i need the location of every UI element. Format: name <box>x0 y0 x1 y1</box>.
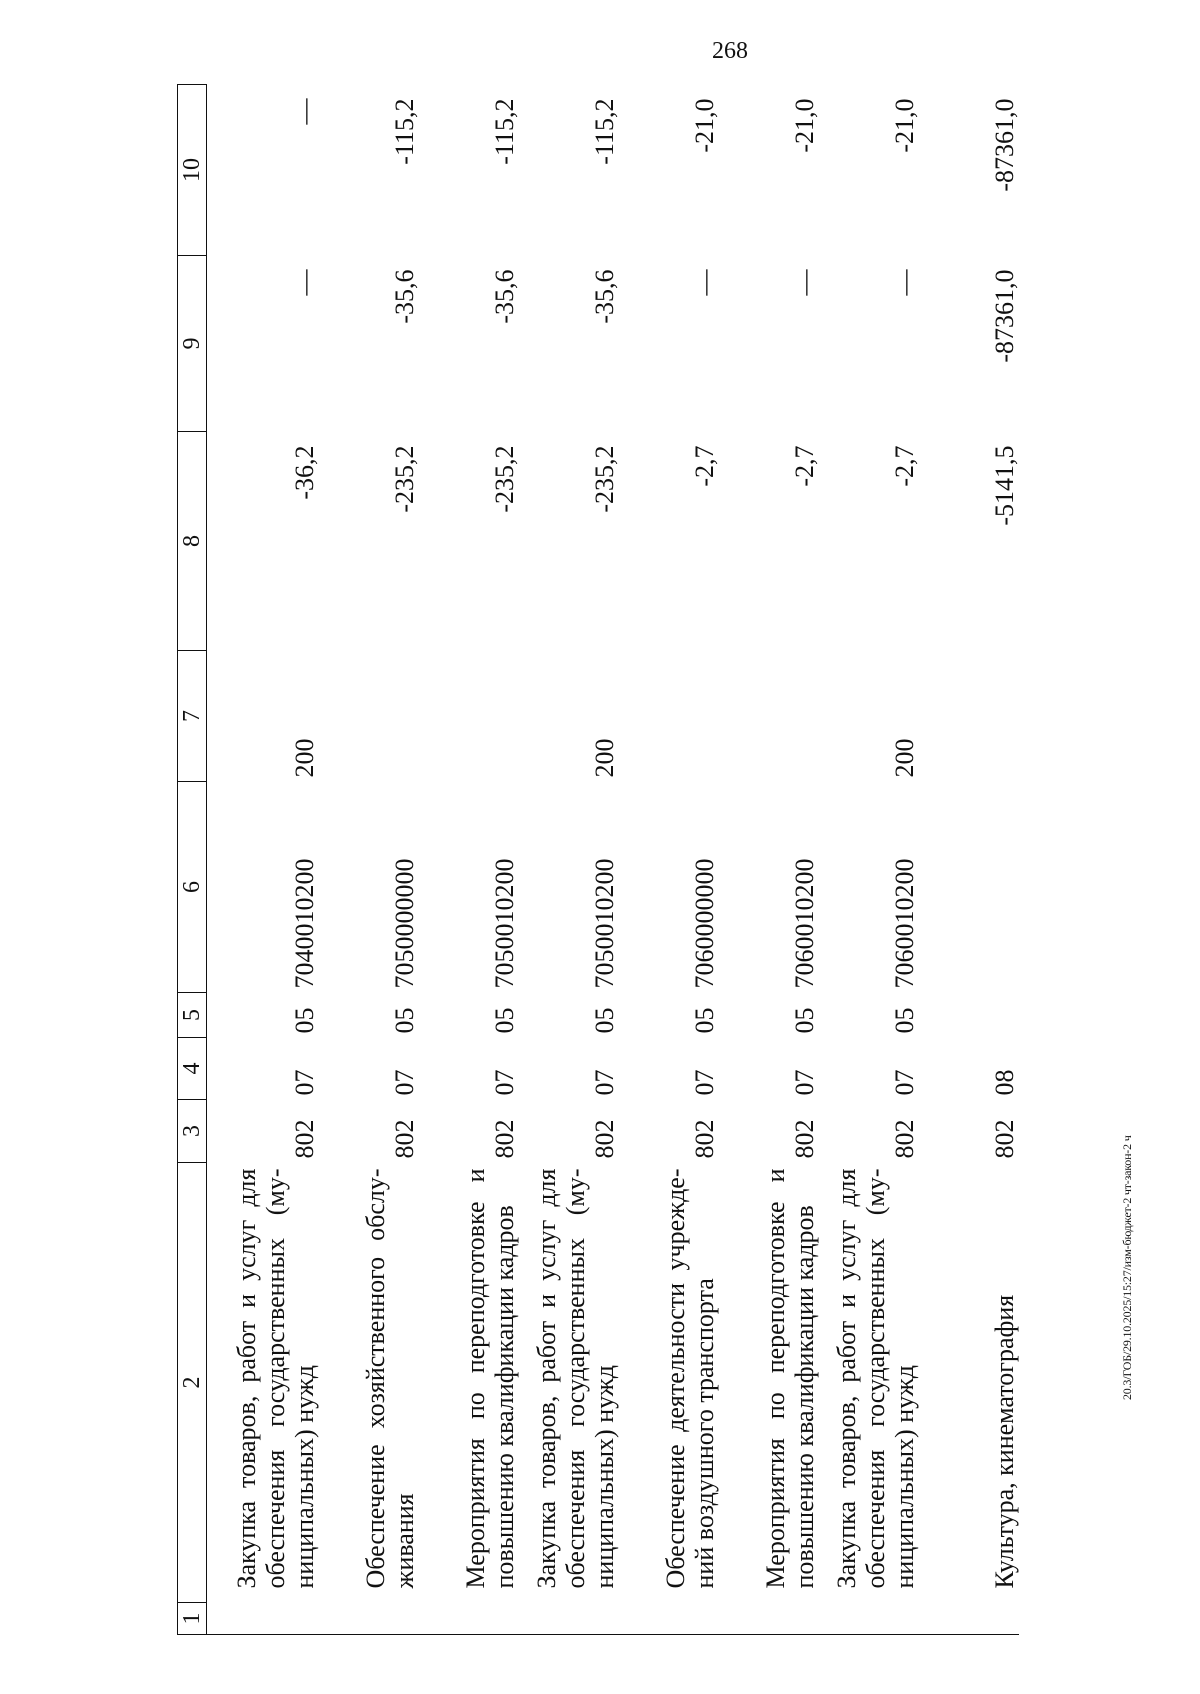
cell-ministry: 802 <box>589 1119 619 1159</box>
cell-amount-2: -35,6 <box>589 269 619 324</box>
cell-amount-3: -21,0 <box>689 98 719 153</box>
cell-section: 07 <box>889 1069 919 1096</box>
cell-ministry: 802 <box>289 1119 319 1159</box>
cell-amount-2: — <box>289 269 319 296</box>
cell-section: 07 <box>689 1069 719 1096</box>
column-header: 7 <box>178 651 207 782</box>
cell-target-article: 7050000000 <box>389 858 419 989</box>
cell-subsection: 05 <box>389 1007 419 1034</box>
table-row <box>719 85 819 1635</box>
cell-expense-type <box>619 651 719 782</box>
cell-empty <box>319 1603 419 1635</box>
cell-subsection: 05 <box>789 1007 819 1034</box>
cell-section: 07 <box>389 1069 419 1096</box>
cell-amount-1: -235,2 <box>489 445 519 513</box>
cell-ministry: 802 <box>889 1119 919 1159</box>
cell-amount-3: -115,2 <box>489 98 519 165</box>
cell-empty <box>619 1603 719 1635</box>
cell-amount-3: -21,0 <box>889 98 919 153</box>
cell-name: Мероприятия по переподготовке и повышению квалификации кадров <box>460 1168 519 1589</box>
budget-table-rotated <box>177 85 1067 1635</box>
cell-amount-3: -87361,0 <box>989 98 1019 192</box>
cell-name: Обеспечение деятельности учрежде-ний воздушного транспорта <box>660 1168 719 1589</box>
cell-subsection: 05 <box>289 1007 319 1034</box>
cell-expense-type <box>319 651 419 782</box>
cell-amount-1: -36,2 <box>289 445 319 500</box>
cell-amount-1: -5141,5 <box>989 445 1019 526</box>
column-header: 3 <box>178 1100 207 1163</box>
cell-target-article: 7050010200 <box>489 858 519 989</box>
cell-ministry: 802 <box>989 1119 1019 1159</box>
cell-name: Закупка товаров, работ и услуг для обеспечения государственных (му-ниципальных) нужд <box>831 1168 919 1589</box>
column-header: 4 <box>178 1038 207 1100</box>
cell-target-article: 7040010200 <box>289 858 319 989</box>
cell-target-article: 7050010200 <box>589 858 619 989</box>
column-header: 1 <box>178 1603 207 1635</box>
column-header: 5 <box>178 993 207 1038</box>
cell-name: Культура, кинематография <box>989 1294 1019 1589</box>
cell-amount-2: -35,6 <box>489 269 519 324</box>
cell-name: Закупка товаров, работ и услуг для обеспечения государственных (му-ниципальных) нужд <box>231 1168 319 1589</box>
cell-expense-type <box>719 651 819 782</box>
cell-subsection: 05 <box>889 1007 919 1034</box>
column-header: 8 <box>178 432 207 651</box>
cell-expense-type: 200 <box>289 738 319 778</box>
cell-subsection: 05 <box>489 1007 519 1034</box>
cell-empty <box>919 1603 1019 1635</box>
cell-ministry: 802 <box>789 1119 819 1159</box>
cell-name: Мероприятия по переподготовке и повышению квалификации кадров <box>760 1168 819 1589</box>
cell-subsection <box>919 993 1019 1038</box>
cell-amount-3: -21,0 <box>789 98 819 153</box>
cell-amount-2: — <box>789 269 819 296</box>
budget-table <box>177 84 1019 1635</box>
cell-amount-2: — <box>889 269 919 296</box>
footer-document-code: 20.3/ГОБ/29.10.2025/15:27/изм-бюджет-2 чт-закон-2 ч <box>1120 1135 1134 1400</box>
column-header: 2 <box>178 1163 207 1603</box>
column-header: 6 <box>178 782 207 993</box>
cell-amount-3: — <box>289 98 319 125</box>
cell-target-article: 7060010200 <box>889 858 919 989</box>
cell-amount-1: -235,2 <box>389 445 419 513</box>
cell-amount-2: — <box>689 269 719 296</box>
table-row <box>207 85 320 1635</box>
cell-expense-type: 200 <box>589 738 619 778</box>
cell-name: Закупка товаров, работ и услуг для обеспечения государственных (му-ниципальных) нужд <box>531 1168 619 1589</box>
table-row <box>519 85 619 1635</box>
table-row <box>619 85 719 1635</box>
cell-empty <box>419 1603 519 1635</box>
cell-expense-type: 200 <box>889 738 919 778</box>
cell-subsection: 05 <box>689 1007 719 1034</box>
cell-section: 07 <box>589 1069 619 1096</box>
cell-amount-1: -2,7 <box>689 445 719 487</box>
cell-section: 07 <box>489 1069 519 1096</box>
cell-amount-3: -115,2 <box>389 98 419 165</box>
cell-amount-2: -87361,0 <box>989 269 1019 363</box>
cell-amount-1: -2,7 <box>889 445 919 487</box>
cell-target-article <box>919 782 1019 993</box>
cell-ministry: 802 <box>489 1119 519 1159</box>
cell-section: 07 <box>789 1069 819 1096</box>
cell-amount-3: -115,2 <box>589 98 619 165</box>
cell-section: 08 <box>989 1069 1019 1096</box>
cell-target-article: 7060000000 <box>689 858 719 989</box>
cell-target-article: 7060010200 <box>789 858 819 989</box>
cell-empty <box>207 1603 320 1635</box>
table-row <box>819 85 919 1635</box>
table-row <box>919 85 1019 1635</box>
cell-expense-type <box>919 651 1019 782</box>
table-header-row <box>178 85 207 1635</box>
cell-ministry: 802 <box>389 1119 419 1159</box>
cell-amount-1: -2,7 <box>789 445 819 487</box>
table-row <box>319 85 419 1635</box>
column-header: 9 <box>178 256 207 432</box>
cell-expense-type <box>419 651 519 782</box>
cell-empty <box>719 1603 819 1635</box>
cell-amount-2: -35,6 <box>389 269 419 324</box>
cell-name: Обеспечение хозяйственного обслу-живания <box>360 1168 419 1589</box>
cell-ministry: 802 <box>689 1119 719 1159</box>
cell-amount-1: -235,2 <box>589 445 619 513</box>
cell-section: 07 <box>289 1069 319 1096</box>
column-header: 10 <box>178 85 207 256</box>
cell-empty <box>519 1603 619 1635</box>
table-row <box>419 85 519 1635</box>
cell-empty <box>819 1603 919 1635</box>
cell-subsection: 05 <box>589 1007 619 1034</box>
page-number: 268 <box>712 38 748 64</box>
